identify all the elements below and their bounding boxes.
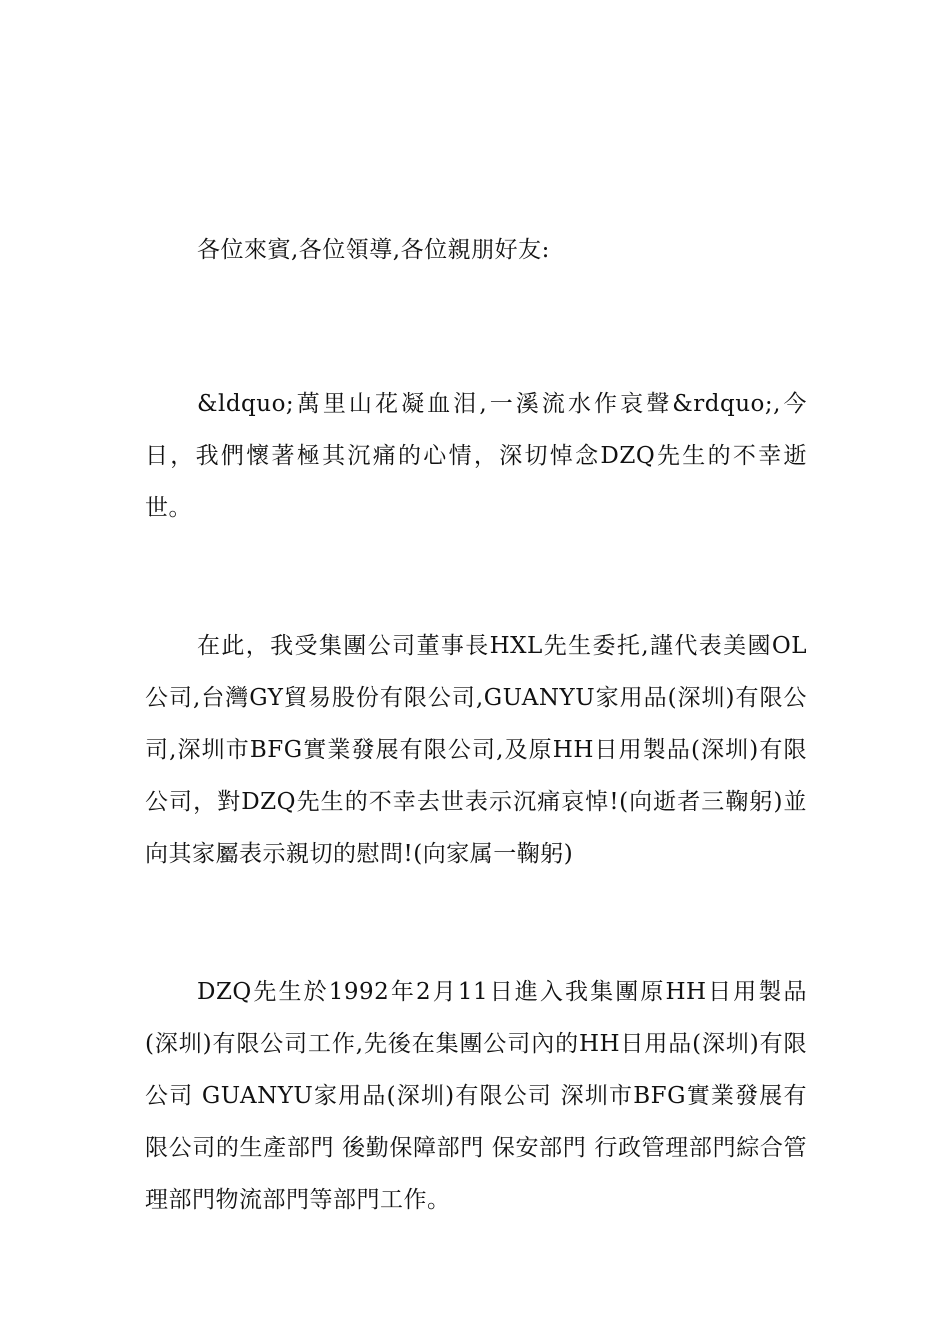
paragraph-greeting: 各位來賓,各位領導,各位親朋好友: xyxy=(197,237,550,263)
paragraph-biography: DZQ先生於1992年2月11日進入我集團原HH日用製品(深圳)有限公司工作,先後在集團公司內的HH日用品(深圳)有限公司 GUANYU家用品(深圳)有限公司 深圳市BFG實業發展有限公司的生產部門 後勤保障部門 保安部門 行政管理部門綜合管理部門物流部門等部門工作。 xyxy=(145,979,807,1213)
paragraph-opening: &ldquo;萬里山花凝血泪,一溪流水作哀聲&rdquo;,今日，我們懷著極其沉痛的心情，深切悼念DZQ先生的不幸逝世。 xyxy=(145,391,807,521)
paragraph-condolence: 在此，我受集團公司董事長HXL先生委托,謹代表美國OL公司,台灣GY貿易股份有限公司,GUANYU家用品(深圳)有限公司,深圳市BFG實業發展有限公司,及原HH日用製品(深圳)有限公司，對DZQ先生的不幸去世表示沉痛哀悼!(向逝者三鞠躬)並向其家屬表示親切的慰問!(向家属一鞠躬) xyxy=(145,633,807,867)
